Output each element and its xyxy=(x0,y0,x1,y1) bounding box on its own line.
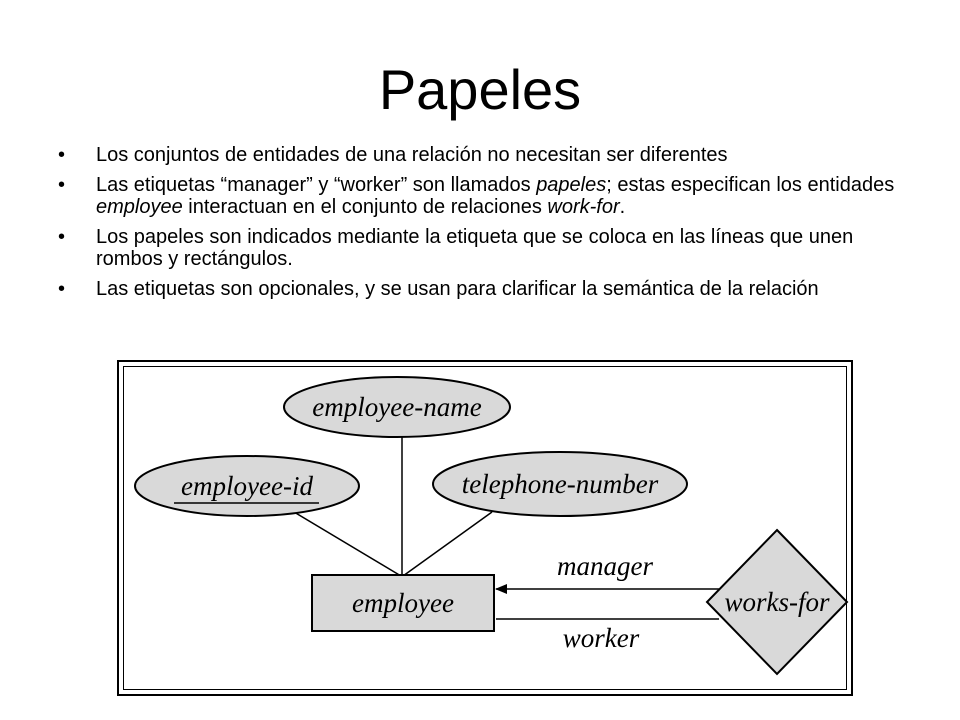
bullet-marker: • xyxy=(58,174,66,196)
role-label-worker: worker xyxy=(562,623,640,653)
connector-telephone-number xyxy=(403,512,492,576)
er-diagram xyxy=(119,362,855,698)
role-label-manager: manager xyxy=(557,551,653,581)
bullet-text: Los conjuntos de entidades de una relación no necesitan ser diferentes xyxy=(96,144,728,166)
bullet-list xyxy=(58,144,908,308)
connector-employee-id xyxy=(279,503,401,576)
bullet-text: ; estas especifican los entidades xyxy=(606,174,895,196)
relationship-works-for-label: works-for xyxy=(724,587,830,617)
attribute-telephone-number-label: telephone-number xyxy=(461,469,659,499)
bullet-marker: • xyxy=(58,144,66,166)
attribute-employee-id-label: employee-id xyxy=(181,471,313,501)
bullet-italic-term: papeles xyxy=(536,174,607,196)
bullet-item xyxy=(58,174,908,218)
entity-employee-label: employee xyxy=(352,588,454,618)
bullet-item xyxy=(58,278,908,300)
bullet-text: interactuan en el conjunto de relaciones xyxy=(182,196,548,218)
slide-title: Papeles xyxy=(378,58,582,121)
bullet-item xyxy=(58,226,908,270)
bullet-text: Las etiquetas “manager” y “worker” son llamados xyxy=(96,174,537,196)
bullet-italic-term: employee xyxy=(96,196,183,218)
bullet-marker: • xyxy=(58,278,66,300)
bullet-italic-term: work-for xyxy=(547,196,620,218)
attribute-employee-name-label: employee-name xyxy=(312,392,482,422)
bullet-text: Los papeles son indicados mediante la etiqueta que se coloca en las líneas que unen rombos y rectángulos. xyxy=(96,226,854,270)
bullet-item xyxy=(58,144,908,166)
bullet-text: Las etiquetas son opcionales, y se usan para clarificar la semántica de la relación xyxy=(96,278,819,300)
er-diagram-frame xyxy=(117,360,853,696)
bullet-marker: • xyxy=(58,226,66,248)
bullet-text: . xyxy=(619,196,626,218)
